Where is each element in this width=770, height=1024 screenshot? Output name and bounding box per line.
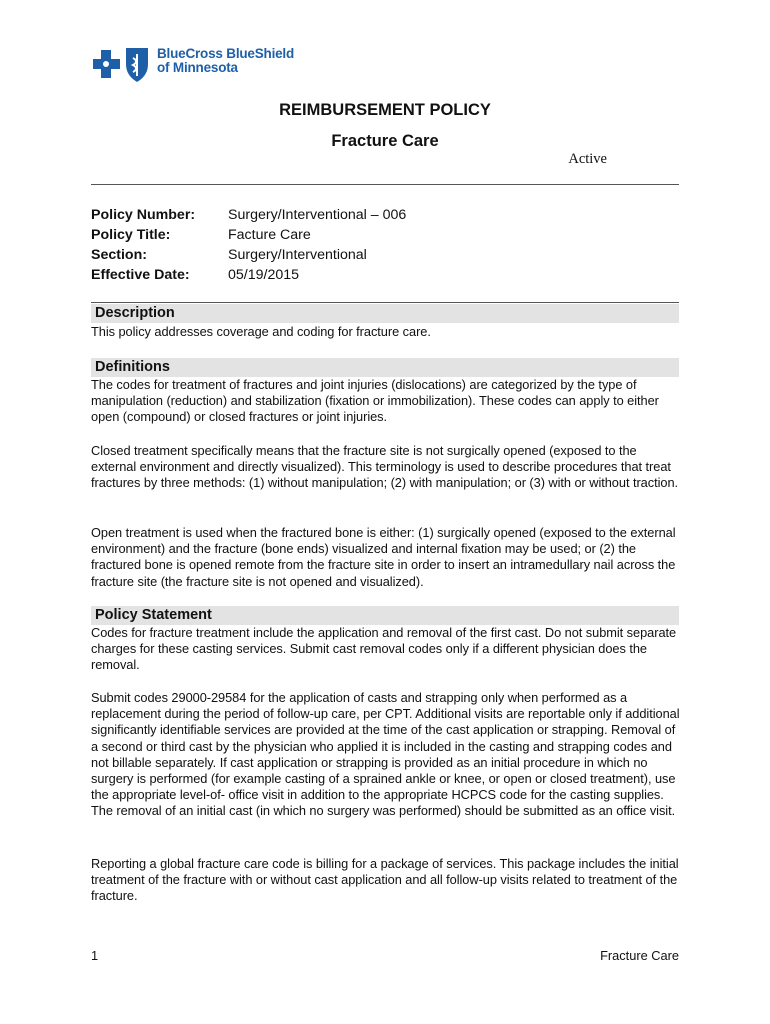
meta-row-section (91, 245, 406, 265)
meta-label: Policy Title: (91, 227, 171, 243)
paragraph: Closed treatment specifically means that the fracture site is not surgically opened (exposed to the external environment and directly visualized). This terminology is used to describe procedures that treat fractures by three methods: (1) without manipulation; (2) with manipulation; or (3) with or without traction. (91, 443, 679, 491)
paragraph: Submit codes 29000-29584 for the application of casts and strapping only when performed as a replacement during the period of follow-up care, per CPT. Additional visits are reportable only if additional significantly identifiable services are provided at the time of the cast application or strapping. Removal of a second or third cast by the physician who applied it is included in the casting and strapping codes and not billable separately. If cast application or strapping is provided as an initial procedure in which no surgery is performed (for example casting of a sprained ankle or knee, or open or closed treatment), use the appropriate level-of- office visit in addition to the appropriate HCPCS code for the casting supplies. The removal of an initial cast (in which no surgery was performed) should be submitted as an office visit. (91, 690, 680, 819)
meta-value: Surgery/Interventional – 006 (228, 207, 407, 223)
meta-label: Section: (91, 247, 147, 263)
section-heading-policy-statement: Policy Statement (91, 606, 679, 625)
meta-value: 05/19/2015 (228, 267, 300, 283)
paragraph: Open treatment is used when the fractured bone is either: (1) surgically opened (exposed to the external environment) and the fracture (bone ends) visualized and internal fixation may be used; or (2) the fractured bone is opened remote from the fracture site in order to insert an intramedullary nail across the fracture site (the fracture site is not opened and visualized). (91, 525, 676, 589)
logo-line-1: BlueCross BlueShield (157, 46, 295, 61)
paragraph: This policy addresses coverage and coding for fracture care. (91, 324, 431, 339)
logo-line-2: of Minnesota (157, 60, 238, 75)
page-number: 1 (91, 948, 99, 963)
bcbs-logo-icon (93, 44, 153, 84)
meta-label: Policy Number: (91, 207, 196, 223)
meta-value: Facture Care (228, 227, 311, 243)
meta-row-policy-title (91, 225, 406, 245)
meta-row-policy-number (91, 205, 406, 225)
company-logo (93, 44, 303, 84)
paragraph: The codes for treatment of fractures and joint injuries (dislocations) are categorized by the type of manipulation (reduction) and stabilization (fixation or immobilization). These codes can apply to either open (compound) or closed fractures or joint injuries. (91, 377, 659, 425)
footer-doc-title: Fracture Care (600, 948, 679, 963)
paragraph: Reporting a global fracture care code is billing for a package of services. This package includes the initial treatment of the fracture with or without cast application and all follow-up visits related to treatment of the fracture. (91, 856, 679, 904)
meta-label: Effective Date: (91, 267, 190, 283)
section-heading-definitions: Definitions (91, 358, 679, 377)
divider (91, 184, 679, 185)
paragraph: Codes for fracture treatment include the application and removal of the first cast. Do not submit separate charges for these casting services. Submit cast removal codes only if a different physician does the removal. (91, 625, 677, 673)
document-title: REIMBURSEMENT POLICY (279, 101, 491, 119)
meta-row-effective-date (91, 265, 406, 285)
policy-status: Active (568, 151, 607, 167)
meta-value: Surgery/Interventional (228, 247, 367, 263)
divider (91, 302, 679, 303)
document-subtitle: Fracture Care (331, 132, 439, 150)
policy-metadata (91, 205, 406, 285)
section-heading-description: Description (91, 304, 679, 323)
